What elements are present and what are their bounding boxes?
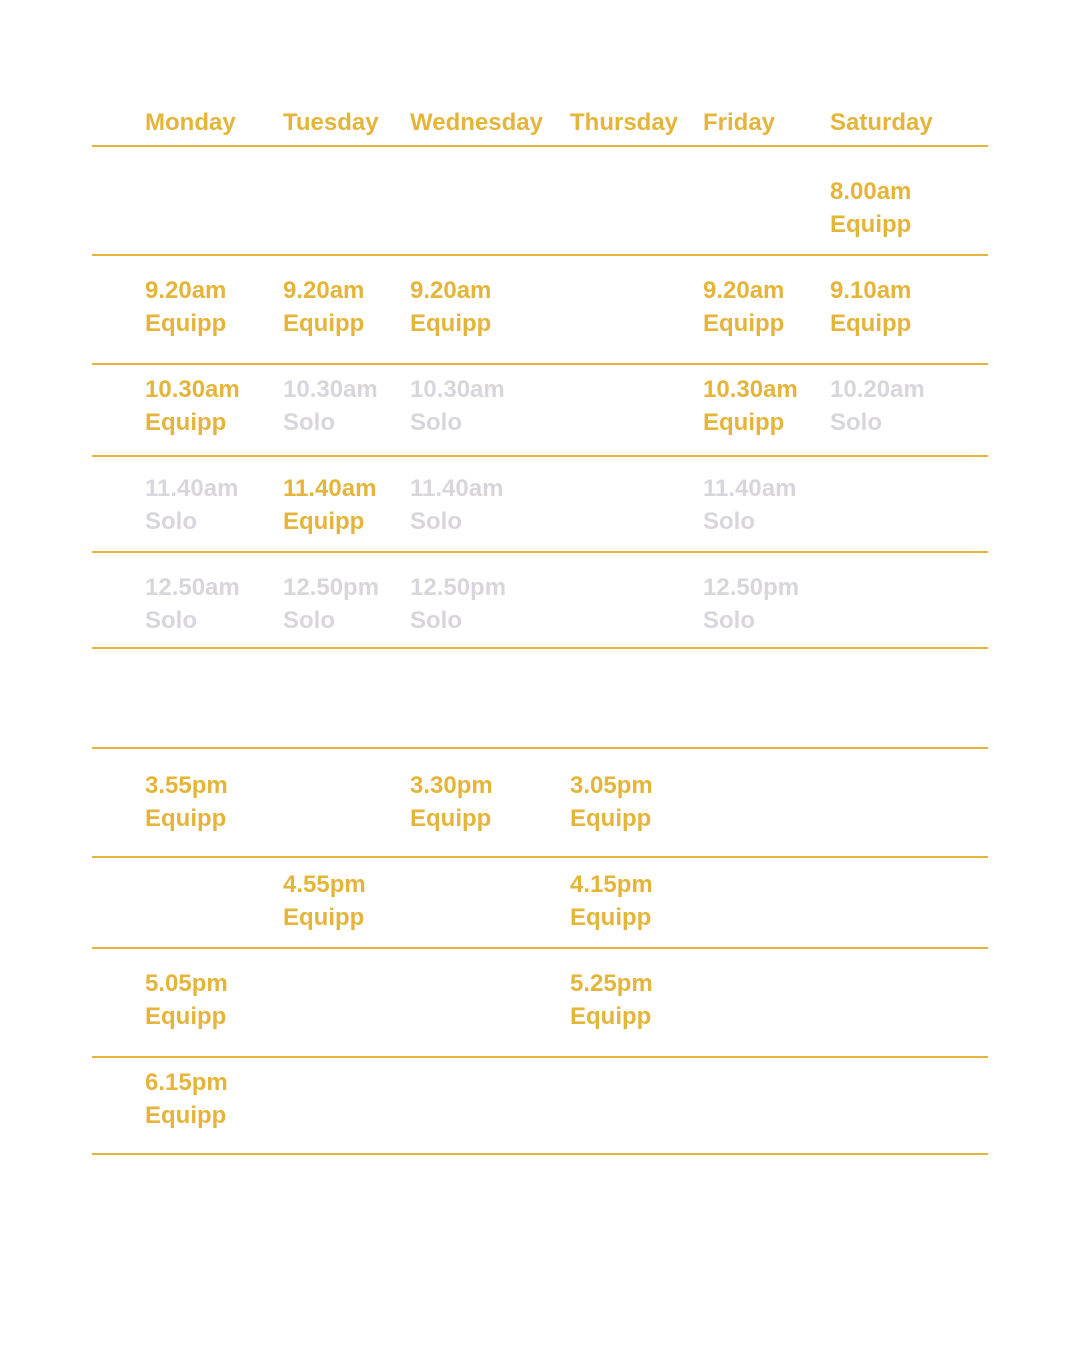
class-slot-monday	[145, 769, 228, 835]
slot-type: Solo	[410, 409, 462, 436]
slot-type: Equipp	[283, 508, 365, 535]
slot-time: 11.40am	[703, 475, 797, 502]
slot-time: 12.50pm	[703, 574, 800, 601]
day-header-monday: Monday	[145, 109, 236, 136]
slot-type: Equipp	[703, 409, 785, 436]
class-slot-tuesday	[283, 472, 376, 538]
slot-type: Solo	[703, 607, 755, 634]
slot-time: 5.05pm	[145, 970, 228, 997]
slot-type: Equipp	[283, 310, 365, 337]
slot-type: Equipp	[145, 1102, 227, 1129]
class-slot-saturday	[830, 274, 911, 340]
slot-time: 3.55pm	[145, 772, 228, 799]
slot-time: 9.10am	[830, 277, 912, 304]
class-slot-monday	[145, 1066, 228, 1132]
class-slot-monday	[145, 274, 226, 340]
day-header-saturday: Saturday	[830, 109, 933, 136]
class-slot-thursday	[570, 868, 653, 934]
slot-type: Equipp	[283, 904, 365, 931]
day-header-tuesday: Tuesday	[283, 109, 379, 136]
class-slot-saturday	[830, 373, 925, 439]
slot-time: 4.15pm	[570, 871, 653, 898]
slot-time: 10.30am	[145, 376, 240, 403]
row-divider	[92, 1056, 988, 1058]
slot-time: 11.40am	[283, 475, 377, 502]
slot-time: 8.00am	[830, 178, 912, 205]
slot-time: 10.30am	[283, 376, 378, 403]
class-slot-monday	[145, 373, 240, 439]
row-divider	[92, 145, 988, 147]
slot-type: Solo	[145, 508, 197, 535]
class-slot-wednesday	[410, 373, 505, 439]
slot-time: 9.20am	[410, 277, 492, 304]
slot-type: Equipp	[145, 310, 227, 337]
slot-time: 10.30am	[703, 376, 798, 403]
slot-type: Equipp	[410, 310, 492, 337]
row-divider	[92, 747, 988, 749]
class-slot-tuesday	[283, 571, 379, 637]
slot-type: Equipp	[830, 310, 912, 337]
class-slot-tuesday	[283, 373, 378, 439]
class-slot-thursday	[570, 967, 653, 1033]
slot-type: Solo	[410, 508, 462, 535]
class-slot-friday	[703, 373, 798, 439]
class-slot-wednesday	[410, 769, 493, 835]
slot-type: Equipp	[570, 1003, 652, 1030]
class-slot-wednesday	[410, 571, 506, 637]
slot-type: Equipp	[703, 310, 785, 337]
class-slot-wednesday	[410, 274, 491, 340]
class-slot-wednesday	[410, 472, 503, 538]
row-divider	[92, 254, 988, 256]
class-slot-friday	[703, 472, 796, 538]
slot-type: Equipp	[570, 805, 652, 832]
class-slot-thursday	[570, 769, 653, 835]
slot-type: Equipp	[145, 1003, 227, 1030]
slot-type: Equipp	[410, 805, 492, 832]
slot-type: Solo	[830, 409, 882, 436]
class-slot-friday	[703, 571, 799, 637]
slot-type: Solo	[410, 607, 462, 634]
row-divider	[92, 455, 988, 457]
slot-type: Equipp	[830, 211, 912, 238]
class-slot-monday	[145, 472, 238, 538]
slot-time: 5.25pm	[570, 970, 653, 997]
slot-type: Solo	[283, 607, 335, 634]
slot-time: 12.50am	[145, 574, 240, 601]
day-header-friday: Friday	[703, 109, 776, 136]
class-slot-tuesday	[283, 868, 366, 934]
slot-type: Solo	[145, 607, 197, 634]
class-slot-tuesday	[283, 274, 364, 340]
slot-type: Equipp	[145, 409, 227, 436]
day-header-thursday: Thursday	[570, 109, 679, 136]
row-divider	[92, 647, 988, 649]
slot-time: 4.55pm	[283, 871, 366, 898]
slot-time: 3.30pm	[410, 772, 493, 799]
slot-time: 10.20am	[830, 376, 925, 403]
slot-time: 6.15pm	[145, 1069, 228, 1096]
row-divider	[92, 856, 988, 858]
slot-time: 9.20am	[703, 277, 785, 304]
slot-time: 11.40am	[410, 475, 504, 502]
slot-time: 12.50pm	[283, 574, 380, 601]
slot-type: Solo	[703, 508, 755, 535]
class-slot-friday	[703, 274, 784, 340]
slot-time: 11.40am	[145, 475, 239, 502]
class-slot-monday	[145, 571, 240, 637]
slot-time: 9.20am	[283, 277, 365, 304]
slot-type: Equipp	[145, 805, 227, 832]
slot-time: 10.30am	[410, 376, 505, 403]
slot-type: Equipp	[570, 904, 652, 931]
class-slot-monday	[145, 967, 228, 1033]
row-divider	[92, 551, 988, 553]
class-slot-saturday	[830, 175, 911, 241]
slot-type: Solo	[283, 409, 335, 436]
row-divider	[92, 363, 988, 365]
slot-time: 12.50pm	[410, 574, 507, 601]
day-header-wednesday: Wednesday	[410, 109, 543, 136]
slot-time: 9.20am	[145, 277, 227, 304]
row-divider	[92, 1153, 988, 1155]
slot-time: 3.05pm	[570, 772, 653, 799]
row-divider	[92, 947, 988, 949]
